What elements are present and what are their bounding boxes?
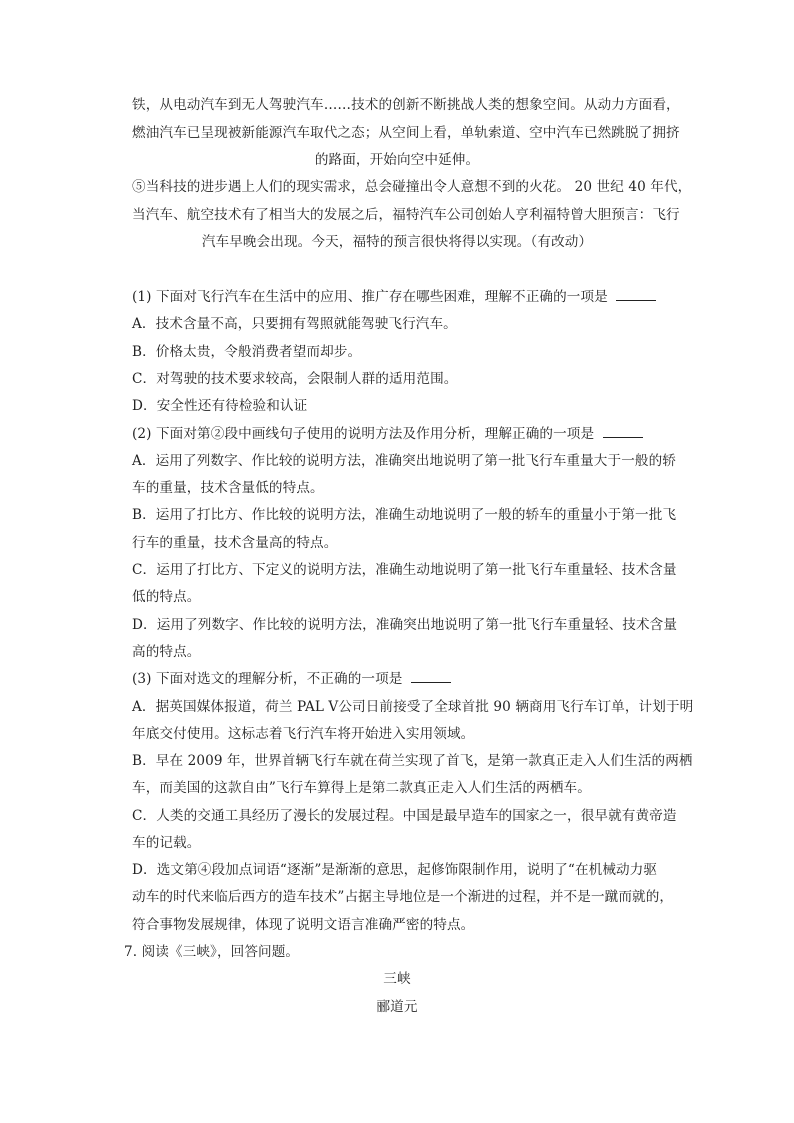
passage-line: 当汽车、航空技术有了相当大的发展之后，福特汽车公司创始人亨利福特曾大胆预言：飞行 <box>132 207 680 223</box>
option-item: 高的特点。 <box>132 644 201 660</box>
option-item: B．运用了打比方、作比较的说明方法，准确生动地说明了一般的轿车的重量小于第一批飞 <box>132 507 677 523</box>
option-item: 低的特点。 <box>132 589 201 605</box>
option-item: A．据英国媒体报道，荷兰 PAL V公司日前接受了全球首批 90 辆商用飞行车订单，计划于明 <box>132 699 694 715</box>
question-stem: (2) 下面对第②段中画线句子使用的说明方法及作用分析，理解正确的一项是 <box>132 425 643 443</box>
option-item: B．价格太贵，令般消费者望而却步。 <box>132 344 362 360</box>
option-item: D．运用了列数字、作比较的说明方法，准确突出地说明了第一批飞行车重量轻、技术含量 <box>132 617 678 633</box>
question-stem: 7. 阅读《三峡》，回答问题。 <box>124 944 300 960</box>
answer-blank[interactable] <box>603 425 643 438</box>
poem-title: 三峡 <box>383 971 411 987</box>
answer-blank[interactable] <box>411 670 451 683</box>
option-item: C．运用了打比方、下定义的说明方法，准确生动地说明了第一批飞行车重量轻、技术含量 <box>132 562 677 578</box>
option-item: C．对驾驶的技术要求较高，会限制人群的适用范围。 <box>132 371 458 387</box>
passage-line: 汽车早晚会出现。今天，福特的预言很快将得以实现。（有改动） <box>201 234 593 250</box>
question-stem: (1) 下面对飞行汽车在生活中的应用、推广存在哪些困难，理解不正确的一项是 <box>132 288 656 306</box>
option-item: 车，而美国的这款自由”飞行车算得上是第二款真正走入人们生活的两栖车。 <box>132 780 591 796</box>
passage-line: 的路面，开始向空中延伸。 <box>314 152 480 168</box>
option-item: 行车的重量，技术含量高的特点。 <box>132 535 338 551</box>
poem-author: 郦道元 <box>376 999 418 1015</box>
option-item: 年底交付使用。这标志着飞行汽车将开始进入实用领域。 <box>132 726 475 742</box>
passage-line: 铁，从电动汽车到无人驾驶汽车……技术的创新不断挑战人类的想象空间。从动力方面看， <box>132 97 680 113</box>
option-item: A．运用了列数字、作比较的说明方法，准确突出地说明了第一批飞行车重量大于一般的轿 <box>132 453 676 469</box>
option-item: C．人类的交通工具经历了漫长的发展过程。中国是最早造车的国家之一，很早就有黄帝造 <box>132 808 677 824</box>
passage-line: 燃油汽车已呈现被新能源汽车取代之态；从空间上看，单轨索道、空中汽车已然跳脱了拥挤 <box>132 125 680 141</box>
option-item: 符合事物发展规律，体现了说明文语言准确严密的特点。 <box>132 917 475 933</box>
question-stem: (3) 下面对选文的理解分析，不正确的一项是 <box>132 670 451 688</box>
option-item: D．安全性还有待检验和认证 <box>132 398 308 414</box>
option-item: A．技术含量不高，只要拥有驾照就能驾驶飞行汽车。 <box>132 316 457 332</box>
option-item: 车的记载。 <box>132 835 201 851</box>
option-item: 车的重量，技术含量低的特点。 <box>132 480 324 496</box>
option-item: 动车的时代来临后西方的造车技术”占据主导地位是一个渐进的过程，并不是一蹴而就的， <box>132 889 674 905</box>
option-item: D．选文第④段加点词语“逐渐”是渐渐的意思，起修饰限制作用，说明了“在机械动力驱 <box>132 862 658 878</box>
answer-blank[interactable] <box>616 288 656 301</box>
option-item: B．早在 2009 年，世界首辆飞行车就在荷兰实现了首飞，是第一款真正走入人们生活的两栖 <box>132 753 693 769</box>
passage-line: ⑤当科技的进步遇上人们的现实需求，总会碰撞出令人意想不到的火花。 20 世纪 40 年代， <box>132 179 692 195</box>
